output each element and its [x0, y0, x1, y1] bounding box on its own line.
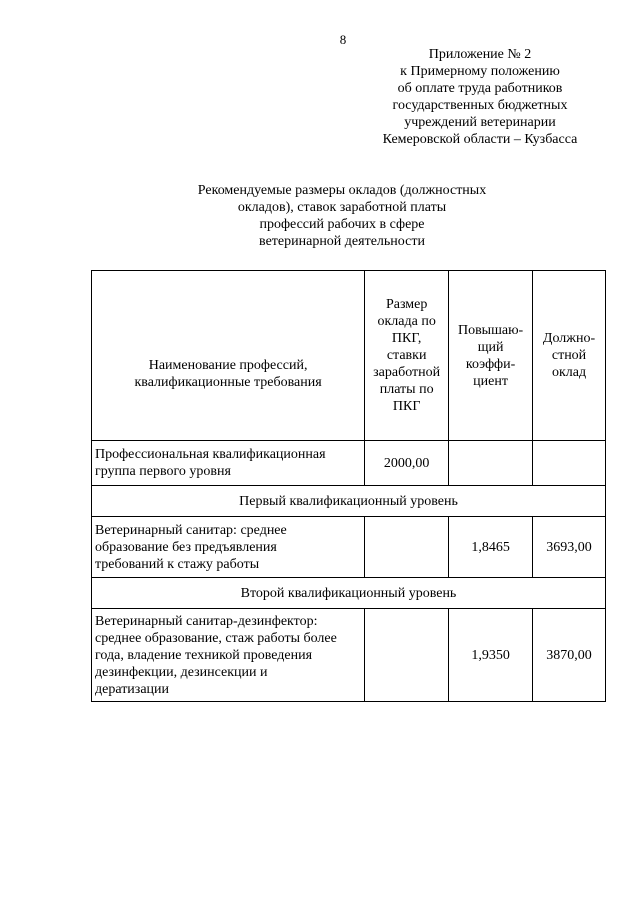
- level-title-cell: Первый квалификационный уровень: [92, 486, 606, 517]
- table-row-group: [92, 441, 606, 486]
- table-title: [150, 182, 534, 250]
- table-row-level-heading: [92, 486, 606, 517]
- empty-cell: [365, 609, 449, 702]
- appendix-reference: [340, 46, 620, 148]
- empty-cell: [365, 517, 449, 578]
- coefficient-cell: 1,8465: [449, 517, 533, 578]
- table-header-row: [92, 271, 606, 441]
- appendix-line: учреждений ветеринарии: [404, 115, 556, 130]
- title-line: ветеринарной деятельности: [259, 234, 425, 249]
- coefficient-cell: 1,9350: [449, 609, 533, 702]
- empty-cell: [533, 441, 606, 486]
- header-profession: Наименование профессий, квалификационные требования: [92, 271, 365, 441]
- title-line: профессий рабочих в сфере: [259, 217, 425, 232]
- profession-cell: Ветеринарный санитар: среднее образование без предъявления требований к стажу работы: [92, 517, 365, 578]
- salary-cell: 3693,00: [533, 517, 606, 578]
- empty-cell: [449, 441, 533, 486]
- table-row: [92, 609, 606, 702]
- appendix-line: об оплате труда работников: [397, 81, 563, 96]
- profession-cell: Ветеринарный санитар-дезинфектор: среднее образование, стаж работы более года, владение техникой проведения дезинфекции, дезинсекции и дератизации: [92, 609, 365, 702]
- table-row: [92, 517, 606, 578]
- appendix-line: к Примерному положению: [400, 64, 560, 79]
- group-salary-cell: 2000,00: [365, 441, 449, 486]
- appendix-line: государственных бюджетных: [392, 98, 568, 113]
- group-name-cell: Профессиональная квалификационная группа первого уровня: [92, 441, 365, 486]
- header-coefficient: Повышаю- щий коэффи- циент: [449, 271, 533, 441]
- table-row-level-heading: [92, 578, 606, 609]
- title-line: Рекомендуемые размеры окладов (должностных: [197, 183, 487, 198]
- salary-cell: 3870,00: [533, 609, 606, 702]
- level-title-cell: Второй квалификационный уровень: [92, 578, 606, 609]
- appendix-line: Приложение № 2: [428, 47, 532, 62]
- salary-table: [91, 270, 606, 702]
- page-number: 8: [339, 32, 347, 47]
- title-line: окладов), ставок заработной платы: [237, 200, 447, 215]
- header-official-salary: Должно- стной оклад: [533, 271, 606, 441]
- header-pkg-salary: Размер оклада по ПКГ, ставки заработной платы по ПКГ: [365, 271, 449, 441]
- appendix-line: Кемеровской области – Кузбасса: [382, 132, 578, 147]
